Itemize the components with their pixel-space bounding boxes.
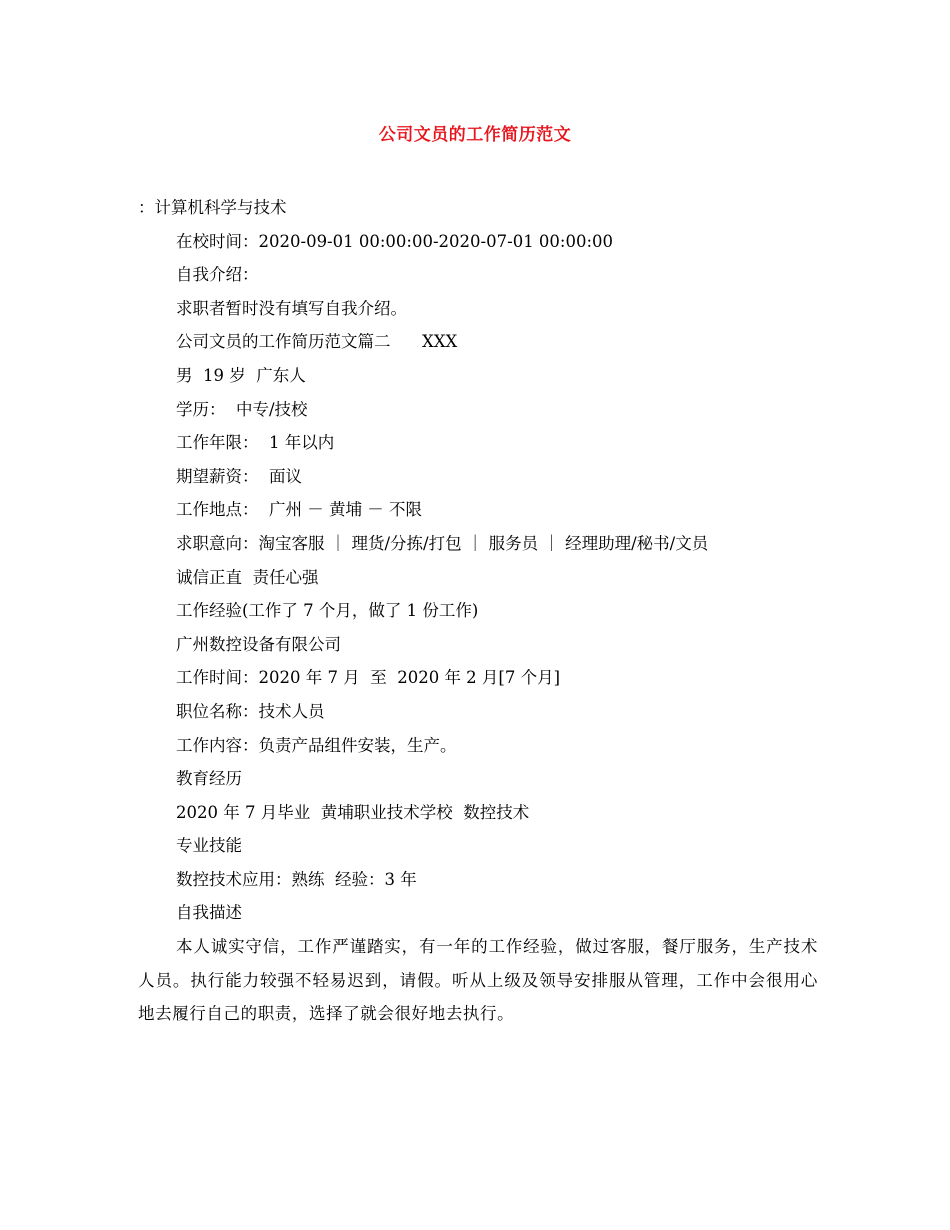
line-skills-heading: 专业技能 <box>176 836 242 856</box>
document-title: 公司文员的工作简历范文 <box>378 125 572 145</box>
line-school-time: 在校时间：2020-09-01 00:00:00-2020-07-01 00:00:00 <box>176 231 614 251</box>
document-body <box>138 191 818 1031</box>
line-work-years: 工作年限： 1 年以内 <box>176 433 335 453</box>
line-company: 广州数控设备有限公司 <box>176 634 341 654</box>
line-section-heading: 公司文员的工作简历范文篇二 XXX <box>176 332 458 352</box>
line-traits: 诚信正直 责任心强 <box>176 567 319 587</box>
line-job-intention: 求职意向：淘宝客服 ｜ 理货/分拣/打包 ｜ 服务员 ｜ 经理助理/秘书/文员 <box>176 533 709 553</box>
line-education: 学历： 中专/技校 <box>176 399 308 419</box>
self-description-paragraph: 本人诚实守信，工作严谨踏实，有一年的工作经验，做过客服，餐厅服务，生产技术人员。执行能力较强不轻易迟到，请假。听从上级及领导安排服从管理，工作中会很用心地去履行自己的职责，选择了就会很好地去执行。 <box>138 937 818 1024</box>
line-work-content: 工作内容：负责产品组件安装，生产。 <box>176 735 457 755</box>
line-expected-salary: 期望薪资： 面议 <box>176 466 302 486</box>
line-self-intro-label: 自我介绍： <box>176 265 259 285</box>
line-graduation: 2020 年 7 月毕业 黄埔职业技术学校 数控技术 <box>176 802 530 822</box>
line-gender-age: 男 19 岁 广东人 <box>176 365 306 385</box>
line-position: 职位名称：技术人员 <box>176 701 325 721</box>
line-work-location: 工作地点： 广州 － 黄埔 － 不限 <box>176 500 422 520</box>
line-skill: 数控技术应用：熟练 经验：3 年 <box>176 869 417 889</box>
line-major: ：计算机科学与技术 <box>138 198 287 217</box>
line-self-intro-text: 求职者暂时没有填写自我介绍。 <box>176 298 407 318</box>
line-self-description-heading: 自我描述 <box>176 903 242 923</box>
line-work-period: 工作时间：2020 年 7 月 至 2020 年 2 月[7 个月] <box>176 668 561 688</box>
line-work-experience: 工作经验(工作了 7 个月，做了 1 份工作) <box>176 601 479 621</box>
line-education-heading: 教育经历 <box>176 769 242 789</box>
